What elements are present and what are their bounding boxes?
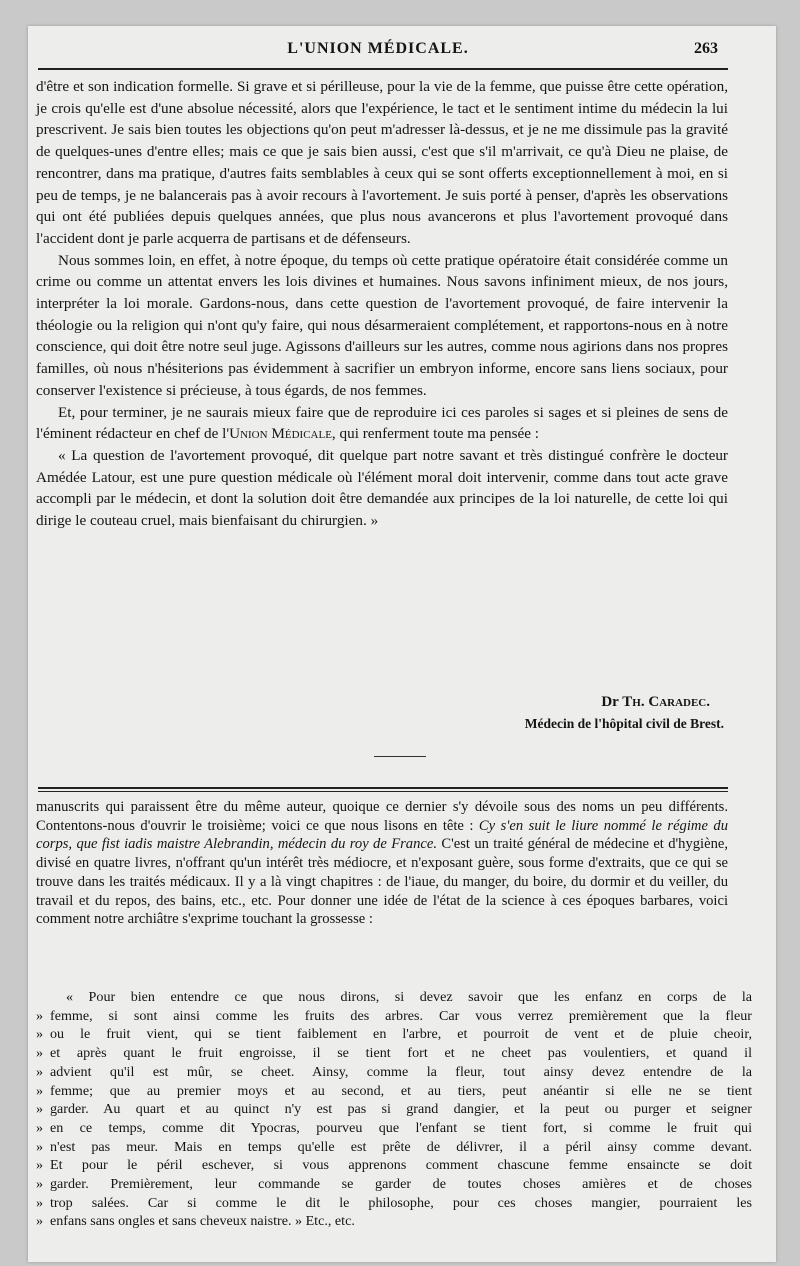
article-text xyxy=(36,76,728,532)
paragraph-3-start: Et, pour terminer, je ne saurais mieux faire que de reproduire ici ces paroles si sages et si pleines de sens de l'éminent rédacteur en chef de l' xyxy=(36,403,728,443)
feuilleton-paragraph xyxy=(36,798,728,929)
quote-line: » n'est pas meur. Mais en temps qu'elle est prête de délivrer, il a péril ainsy comme devant. xyxy=(36,1138,752,1155)
author-surname: Th. Caradec. xyxy=(622,694,710,710)
quote-line: » trop salées. Car si comme le dit le philosophe, pour ces choses mangier, pourraient les xyxy=(36,1194,752,1211)
feuilleton-separator xyxy=(38,787,728,792)
quote-line: » garder. Premièrement, leur commande se garder de toutes choses amières et de choses xyxy=(36,1176,752,1193)
quote-line: » garder. Au quart et au quinct n'y est pas si grand dangier, et la peut ou purger et seigner xyxy=(36,1101,752,1118)
quote-line: » ou le fruit vient, qui se tient faiblement en l'arbre, et pourroit de vent et de pluie cheoir, xyxy=(36,1026,752,1043)
feuilleton-intro: manuscrits qui paraissent être du même auteur, quoique ce dernier s'y dévoile sous des noms un peu différents. Contentons-nous d'ouvrir le troisième; voici ce que nous lisons en tête : xyxy=(36,799,728,834)
quote-line: » Et pour le péril eschever, si vous apprenons comment chascune femme ensaincte se doit xyxy=(36,1157,752,1174)
end-rule xyxy=(374,756,426,757)
author-title: Dr xyxy=(601,694,619,710)
signature-block xyxy=(36,692,724,734)
quote-line: » advient qu'il est mûr, se cheet. Ainsy, comme la fleur, tout ainsy devez entendre de la xyxy=(36,1063,752,1080)
quote-line: » en ce temps, comme dit Ypocras, pourveu que l'enfant se tient fort, si comme le fruit qui xyxy=(36,1119,752,1136)
quote-line: » et après quant le fruit engroisse, il se tient fort et ne cheet pas voulentiers, et quand il xyxy=(36,1045,752,1062)
quote-line: » enfans sans ongles et sans cheveux naistre. » Etc., etc. xyxy=(36,1213,355,1230)
page-number: 263 xyxy=(694,40,718,57)
running-title: L'UNION MÉDICALE. xyxy=(287,40,469,57)
paragraph-3 xyxy=(36,402,728,445)
paragraph-2: Nous sommes loin, en effet, à notre époque, du temps où cette pratique opératoire était considérée comme un crime ou comme un attentat envers les lois divines et humaines. Nous savons infiniment mieux, de nos jours, interpréter la loi morale. Gardons-nous, dans cette question de l'avortement provoqué, de faire intervenir la théologie ou la religion qui n'ont qu'y faire, qui nous désarmeraient complétement, et rapportons-nous en à notre conscience, qui doit être notre seul juge. Agissons d'ailleurs sur les autres, comme nous agirions dans nos propres familles, où nous n'hésiterions pas évidemment à sacrifier un embryon informe, encore sans liens sociaux, pour conserver l'existence si précieuse, à tous égards, de nos femmes. xyxy=(36,251,728,399)
quote-line: » femme, si sont ainsi comme les fruits des arbres. Car vous verrez premièrement que la fleur xyxy=(36,1007,752,1024)
author-name xyxy=(36,692,724,713)
alebrandin-quotation xyxy=(36,988,752,1231)
header-rule xyxy=(38,68,728,70)
journal-name: Union Médicale xyxy=(229,425,332,443)
latour-quotation: « La question de l'avortement provoqué, dit quelque part notre savant et très distingué confrère le docteur Amédée Latour, est une pure question médicale où l'élément moral doit intervenir, comme dans tout acte grave accompli par le médecin, et dont la solution doit être demandée aux principes de la loi naturelle, de cette loi qui dirige le couteau cruel, mais bienfaisant du chirurgien. » xyxy=(36,446,728,530)
page-header xyxy=(38,40,718,64)
author-position: Médecin de l'hôpital civil de Brest. xyxy=(524,716,724,731)
manuscript-title: Cy s'en suit le liure nommé le régime du corps, que fist iadis maistre Alebrandin, médecin du roy de France. xyxy=(36,817,728,853)
feuilleton-text xyxy=(36,798,728,929)
feuilleton-body: C'est un traité général de médecine et d'hygiène, divisé en quatre livres, n'offrant qu'un intérêt très médiocre, et n'exposant guère, sous forme d'extraits, que ce qui se trouve dans les traités médicaux. Il y a là vingt chapitres : de l'iaue, du manger, du boire, du dormir et du veiller, du travail et du repos, des bains, etc., etc. Pour donner une idée de l'état de la science à ces époques barbares, voici comment notre archiâtre s'exprime touchant la grossesse : xyxy=(36,836,728,928)
quote-line: « Pour bien entendre ce que nous dirons, si devez savoir que les enfanz en corps de la xyxy=(66,989,752,1005)
paragraph-1: d'être et son indication formelle. Si grave et si périlleuse, pour la vie de la femme, que puisse être cette opération, je crois qu'elle est d'une absolue nécessité, alors que l'expérience, le tact et le sentiment intime du médecin la lui prescrivent. Je sais bien toutes les objections qu'on peut m'adresser là-dessus, et je ne me dissimule pas la gravité de quelques-unes d'entre elles; mais ce que je sais bien aussi, c'est que s'il m'arrivait, ce qu'à Dieu ne plaise, de rencontrer, dans ma pratique, d'autres faits semblables à ceux qui se sont offerts exceptionnellement à moi, en si peu de temps, je ne balancerais pas à avoir recours à l'avortement. Je suis porté à penser, d'après les observations qui ont été publiées depuis quelques années, que plus nous avancerons et plus l'avortement provoqué dans l'accident dont je parle acquerra de partisans et de défenseurs. xyxy=(36,78,728,247)
quote-line: » femme; que au premier moys et au second, et au tiers, peut anéantir si elle ne se tient xyxy=(36,1082,752,1099)
paragraph-3-end: , qui renferment toute ma pensée : xyxy=(331,425,539,443)
